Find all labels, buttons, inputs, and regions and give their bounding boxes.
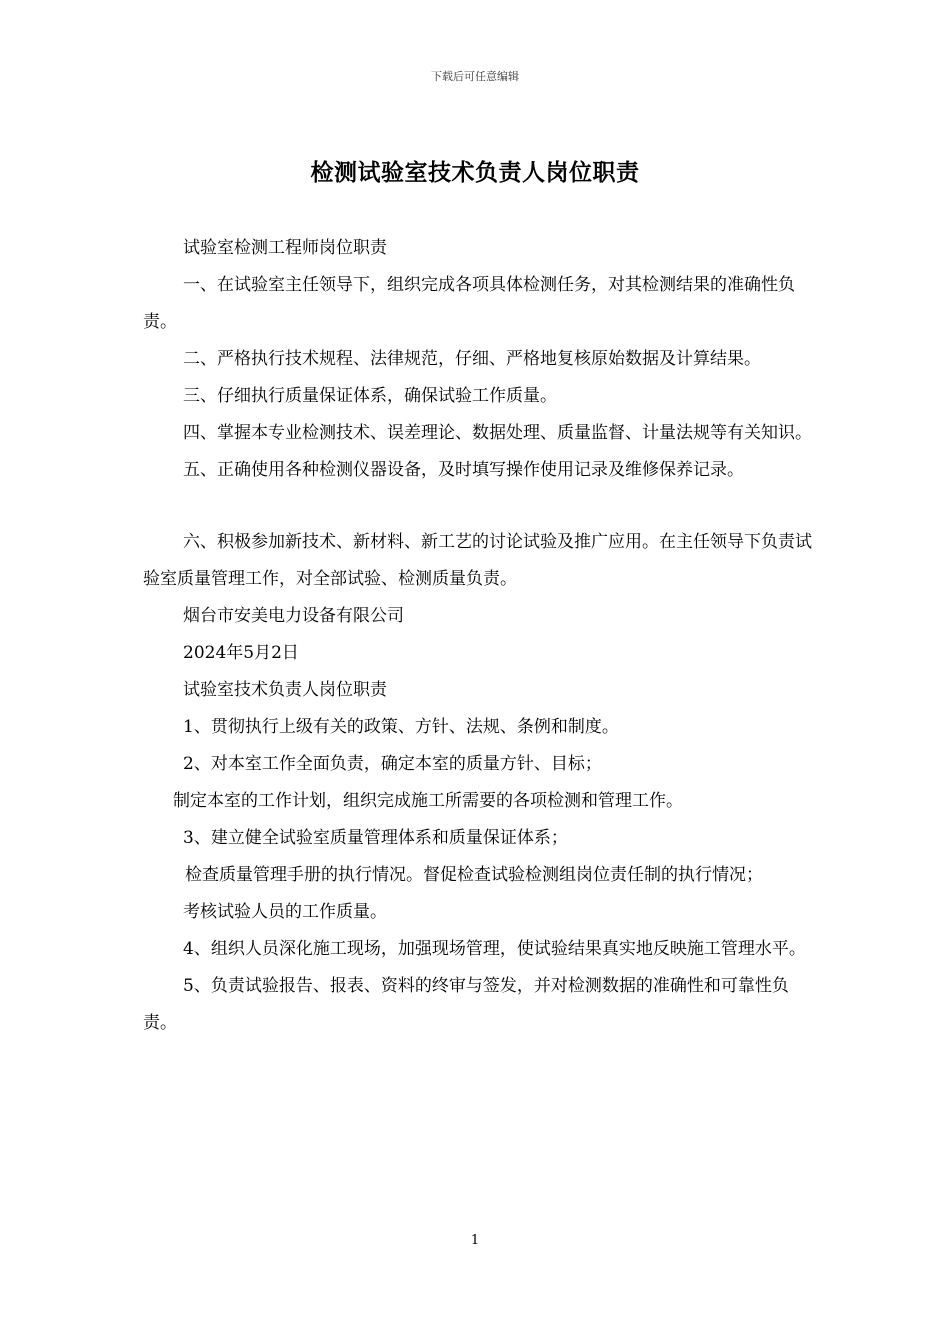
- duty-item-5: 五、正确使用各种检测仪器设备，及时填写操作使用记录及维修保养记录。: [183, 460, 744, 480]
- lead-duty-1: 1、贯彻执行上级有关的政策、方针、法规、条例和制度。: [183, 717, 619, 737]
- duty-item-3: 三、仔细执行质量保证体系，确保试验工作质量。: [183, 386, 557, 406]
- company-name: 烟台市安美电力设备有限公司: [183, 606, 404, 626]
- duty-item-2: 二、严格执行技术规程、法律规范，仔细、严格地复核原始数据及计算结果。: [183, 349, 761, 369]
- duty-item-1: 一、在试验室主任领导下，组织完成各项具体检测任务，对其检测结果的准确性负责。: [143, 275, 795, 332]
- duty-item-6: 六、积极参加新技术、新材料、新工艺的讨论试验及推广应用。在主任领导下负责试验室质量管理工作，对全部试验、检测质量负责。: [143, 532, 812, 589]
- paragraph-gap: [143, 489, 815, 524]
- header-note: 下载后可任意编辑: [431, 70, 519, 83]
- lead-duty-5: 5、负责试验报告、报表、资料的终审与签发，并对检测数据的准确性和可靠性负责。: [143, 976, 789, 1033]
- section-heading-engineer: 试验室检测工程师岗位职责: [183, 238, 387, 258]
- lead-duty-2-continued: 制定本室的工作计划，组织完成施工所需要的各项检测和管理工作。: [173, 791, 683, 811]
- document-body: [143, 230, 815, 1042]
- section-heading-technical-lead: 试验室技术负责人岗位职责: [183, 680, 387, 700]
- page-number: 1: [470, 1233, 480, 1248]
- lead-duty-3: 3、建立健全试验室质量管理体系和质量保证体系；: [183, 828, 568, 848]
- lead-duty-3-assessment: 考核试验人员的工作质量。: [183, 902, 387, 922]
- lead-duty-3-continued: 检查质量管理手册的执行情况。督促检查试验检测组岗位责任制的执行情况；: [185, 865, 763, 885]
- document-date: 2024年5月2日: [183, 643, 299, 663]
- lead-duty-4: 4、组织人员深化施工现场，加强现场管理，使试验结果真实地反映施工管理水平。: [183, 939, 806, 959]
- document-title: 检测试验室技术负责人岗位职责: [310, 159, 640, 186]
- duty-item-4: 四、掌握本专业检测技术、误差理论、数据处理、质量监督、计量法规等有关知识。: [183, 423, 812, 443]
- lead-duty-2: 2、对本室工作全面负责，确定本室的质量方针、目标；: [183, 754, 602, 774]
